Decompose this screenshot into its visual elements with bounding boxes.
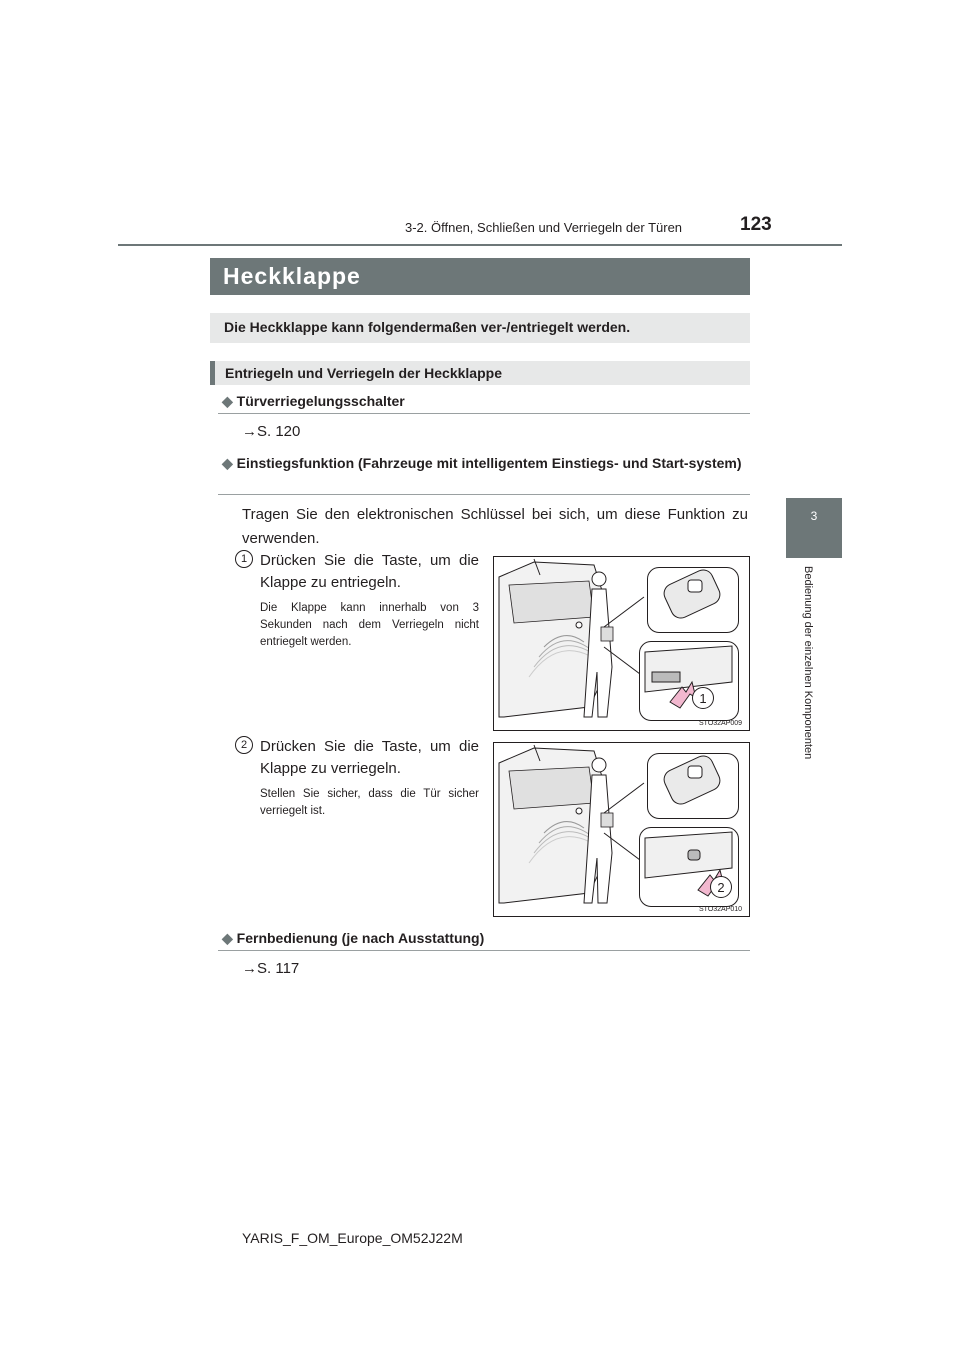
step-note: Die Klappe kann innerhalb von 3 Sekunden nach dem Verriegeln nicht entriegelt werden. xyxy=(260,602,479,648)
subsection-heading-remote: ◆ Fernbedienung (je nach Ausstattung) xyxy=(222,930,485,946)
callout-number-badge: 1 xyxy=(692,687,714,709)
page-number: 123 xyxy=(740,214,772,235)
subsection-rule xyxy=(218,413,750,414)
header-rule xyxy=(118,244,842,246)
subsection-body: Tragen Sie den elektronischen Schlüssel bei sich, um diese Funktion zu verwenden. xyxy=(242,506,748,547)
callout-number-badge: 2 xyxy=(710,876,732,898)
step-text: Drücken Sie die Taste, um die Klappe zu verriegeln. xyxy=(260,738,479,777)
intro-bar xyxy=(210,313,750,343)
key-fob-icon xyxy=(648,568,737,631)
subsection-heading-door-switch: ◆ Türverriegelungsschalter xyxy=(222,393,405,409)
door-handle-callout xyxy=(639,827,739,907)
page-title: Heckklappe xyxy=(223,263,361,289)
section-heading: Entriegeln und Verriegeln der Heckklappe xyxy=(225,365,502,381)
arrow-icon: → xyxy=(242,423,257,440)
header-section-title: 3-2. Öffnen, Schließen und Verriegeln der Türen xyxy=(405,220,683,235)
step-text: Drücken Sie die Taste, um die Klappe zu entriegeln. xyxy=(260,552,479,591)
step-number-badge: 2 xyxy=(235,736,253,754)
chapter-number: 3 xyxy=(810,509,818,523)
section-heading-bar xyxy=(210,361,750,385)
key-fob-callout xyxy=(647,753,739,819)
figure-code: STO32AP010 xyxy=(699,906,743,913)
document-footer: YARIS_F_OM_Europe_OM52J22M xyxy=(242,1230,463,1246)
diamond-icon: ◆ xyxy=(222,455,233,471)
diamond-icon: ◆ xyxy=(222,930,233,946)
subsection-rule xyxy=(218,494,750,495)
subsection-heading-smart-entry: ◆ Einstiegsfunktion (Fahrzeuge mit intelligentem Einstiegs- und Start-system) xyxy=(222,455,742,471)
key-fob-icon xyxy=(648,754,737,817)
chapter-tab xyxy=(786,498,842,558)
figure-code: STO32AP009 xyxy=(699,720,743,727)
intro-text: Die Heckklappe kann folgendermaßen ver-/entriegelt werden. xyxy=(224,319,631,335)
diamond-icon: ◆ xyxy=(222,393,233,409)
key-fob-callout xyxy=(647,567,739,633)
arrow-icon: → xyxy=(242,960,257,977)
step-number-badge: 1 xyxy=(235,550,253,568)
door-handle-callout xyxy=(639,641,739,721)
chapter-label: Bedienung der einzelnen Komponenten xyxy=(802,566,814,760)
illustration-unlock xyxy=(493,556,750,731)
page-title-bar xyxy=(210,258,750,295)
tailgate-switch-icon xyxy=(640,642,737,719)
illustration-lock xyxy=(493,742,750,917)
step-note: Stellen Sie sicher, dass die Tür sicher verriegelt ist. xyxy=(260,788,479,817)
page-reference[interactable]: →S. 120 xyxy=(242,423,301,440)
page-reference[interactable]: →S. 117 xyxy=(242,960,300,977)
subsection-rule xyxy=(218,950,750,951)
